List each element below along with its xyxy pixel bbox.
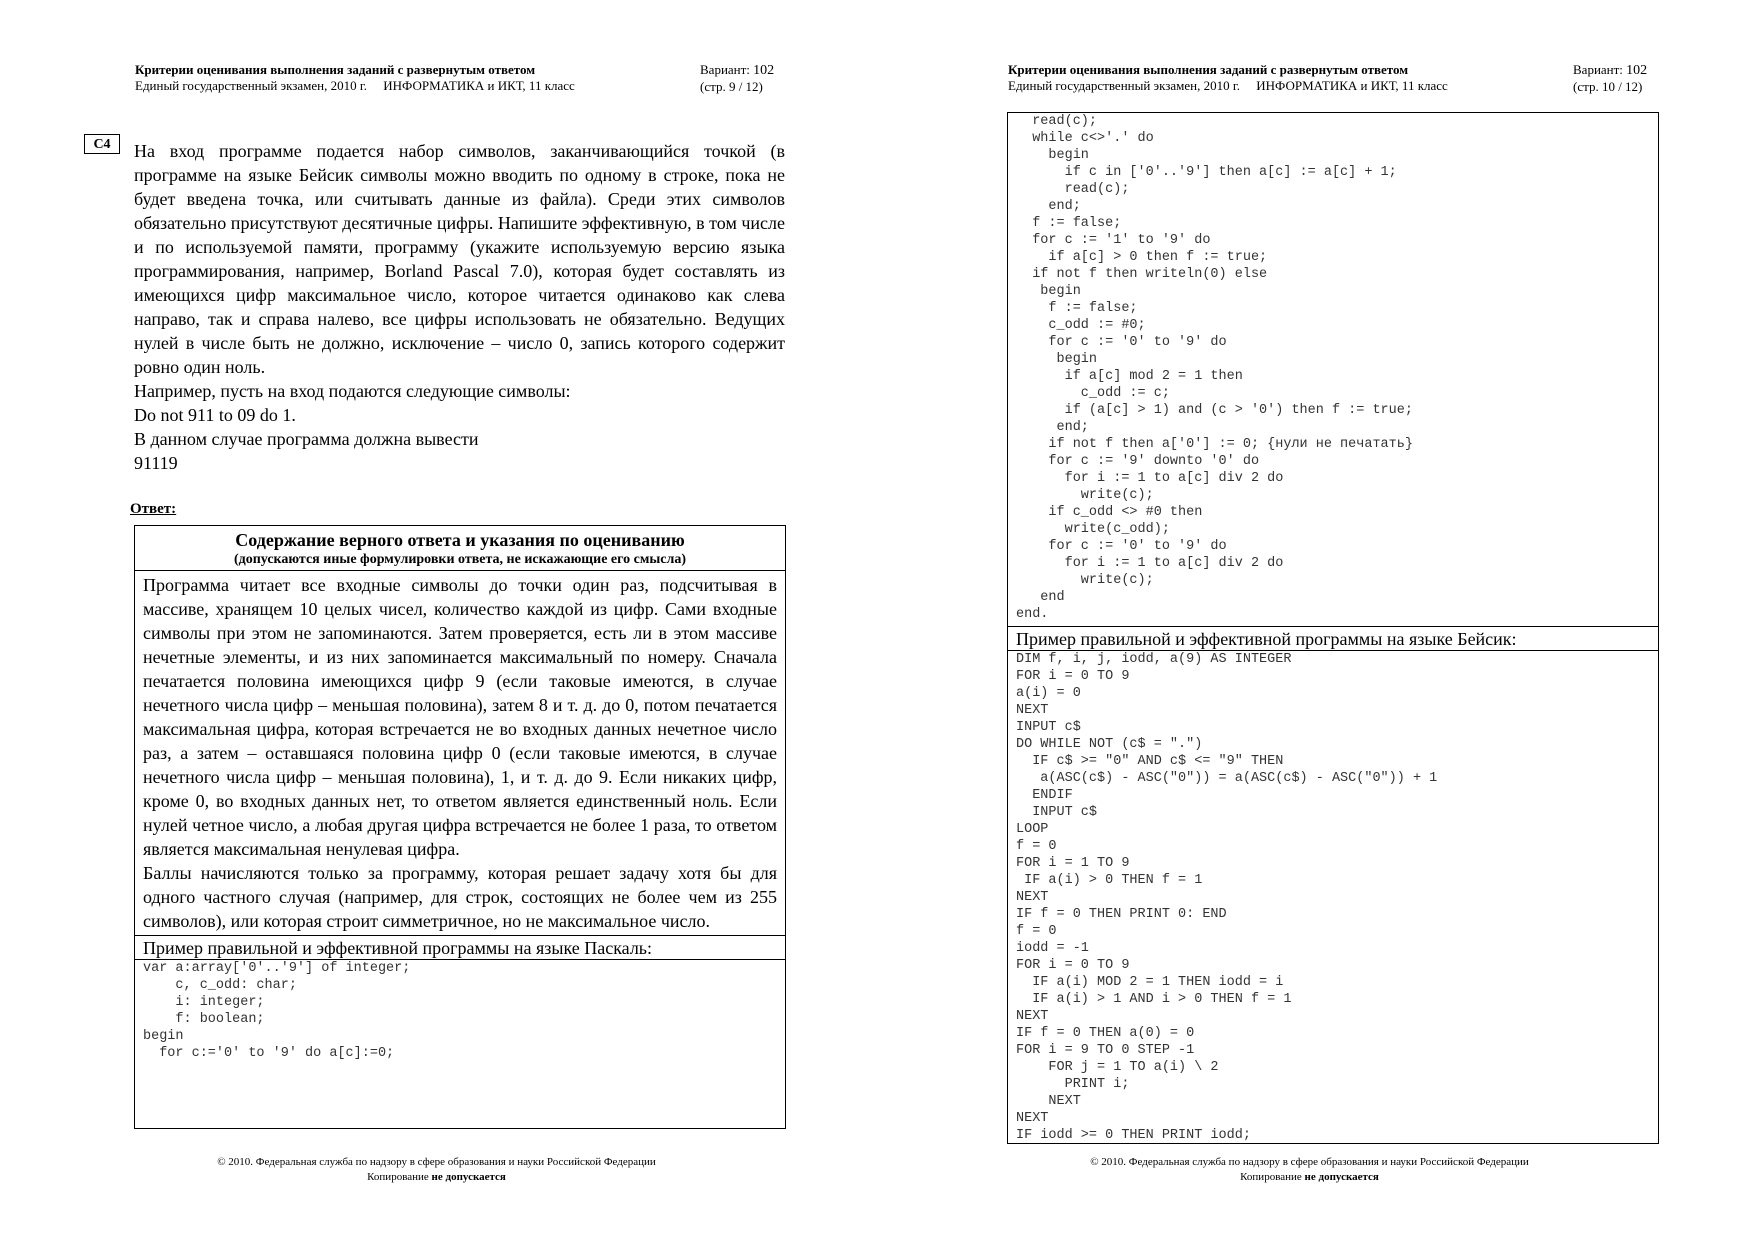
grading-paragraph: Баллы начисляются только за программу, которая решает задачу хотя бы для одного частного случая (например, для строк, состоящих не более чем из 255 символов), или которая строит симметричное, но не максимальное число. [143, 863, 777, 931]
pascal-code-part2: read(c); while c<>'.' do begin if c in ['0'..'9'] then a[c] := a[c] + 1; read(c); end; f := false; for c := '1' to '9' do if a[c] > 0 then f := true; if not f then writeln(0) else begin f := false; c_odd := #0; for c := '0' to '9' do begin if a[c] mod 2 = 1 then c_odd := c; if (a[c] > 1) and (c > '0') then f := true; end; if not f then a['0'] := 0; {нули не печатать} for c := '9' downto '0' do for i := 1 to a[c] div 2 do write(c); if c_odd <> #0 then write(c_odd); for c := '0' to '9' do for i := 1 to a[c] div 2 do write(c); end end. [1016, 114, 1413, 622]
task-paragraph: Например, пусть на вход подаются следующие символы: [134, 381, 571, 401]
page-number: (стр. 9 / 12) [700, 79, 763, 94]
variant-label: Вариант: [700, 62, 750, 77]
answer-label: Ответ: [130, 501, 177, 517]
page-header-left [135, 62, 575, 94]
page-left [0, 0, 873, 1239]
page-number: (стр. 10 / 12) [1573, 79, 1643, 94]
footer-copy-prefix: Копирование [1240, 1171, 1305, 1183]
variant-number: 102 [753, 63, 775, 78]
task-paragraph: В данном случае программа должна вывести [134, 429, 479, 449]
page-header-left [1008, 62, 1448, 94]
variant-number: 102 [1626, 63, 1648, 78]
footer-copyright: © 2010. Федеральная служба по надзору в сфере образования и науки Российской Федерации [1090, 1156, 1529, 1168]
grading-text [135, 571, 785, 936]
header-title: Критерии оценивания выполнения заданий с развернутым ответом [135, 62, 536, 77]
basic-heading: Пример правильной и эффективной программы на языке Бейсик: [1008, 627, 1658, 651]
pascal-code-part1: var a:array['0'..'9'] of integer; c, c_odd: char; i: integer; f: boolean; begin for c:='0' to '9' do a[c]:=0; [143, 961, 411, 1061]
grading-box [134, 525, 786, 1129]
header-title: Критерии оценивания выполнения заданий с развернутым ответом [1008, 62, 1409, 77]
pascal-code-block [1008, 113, 1658, 627]
footer-copy-prefix: Копирование [367, 1171, 432, 1183]
header-exam: Единый государственный экзамен, 2010 г. [135, 78, 367, 93]
header-subject: ИНФОРМАТИКА и ИКТ, 11 класс [383, 78, 575, 93]
pascal-heading: Пример правильной и эффективной программы на языке Паскаль: [135, 936, 785, 960]
code-box [1007, 112, 1659, 1144]
page-footer-right [873, 1155, 1746, 1185]
task-paragraph: На вход программе подается набор символов, заканчивающийся точкой (в программе на языке Бейсик символы можно вводить по одному в строке, пока не будет введена точка, или считывать данные из файла). Среди этих символов обязательно присутствуют десятичные цифры. Напишите эффективную, в том числе и по используемой памяти, программу (укажите используемую версию языка программирования, например, Borland Pascal 7.0), которая будет составлять из имеющихся цифр максимальное число, которое читается одинаково как слева направо, так и справа налево, все цифры использовать не обязательно. Ведущих нулей в числе быть не должно, исключение – число 0, запись которого содержит ровно один ноль. [134, 141, 785, 377]
grading-heading: Содержание верного ответа и указания по оцениванию [235, 530, 685, 550]
basic-code: DIM f, i, j, iodd, a(9) AS INTEGER FOR i = 0 TO 9 a(i) = 0 NEXT INPUT c$ DO WHILE NOT (c$ = ".") IF c$ >= "0" AND c$ <= "9" THEN a(ASC(c$) - ASC("0")) = a(ASC(c$) - ASC("0")) + 1 ENDIF INPUT c$ LOOP f = 0 FOR i = 1 TO 9 IF a(i) > 0 THEN f = 1 NEXT IF f = 0 THEN PRINT 0: END f = 0 iodd = -1 FOR i = 0 TO 9 IF a(i) MOD 2 = 1 THEN iodd = i IF a(i) > 1 AND i > 0 THEN f = 1 NEXT IF f = 0 THEN a(0) = 0 FOR i = 9 TO 0 STEP -1 FOR j = 1 TO a(i) \ 2 PRINT i; NEXT NEXT IF iodd >= 0 THEN PRINT iodd; [1016, 652, 1438, 1143]
page-header-right [700, 62, 774, 95]
grading-subheading: (допускаются иные формулировки ответа, не искажающие его смысла) [233, 552, 687, 567]
header-subject: ИНФОРМАТИКА и ИКТ, 11 класс [1256, 78, 1448, 93]
task-example-output: 91119 [134, 453, 178, 473]
grading-box-header [135, 526, 785, 571]
task-badge: C4 [84, 134, 120, 154]
task-example-input: Do not 911 to 09 do 1. [134, 405, 296, 425]
grading-paragraph: Программа читает все входные символы до точки один раз, подсчитывая в массиве, хранящем 10 целых чисел, количество каждой из цифр. Сами входные символы при этом не запоминаются. Затем проверяется, есть ли в этом массиве нечетные элементы, и из них запоминается максимальный по номеру. Сначала печатается половина имеющихся цифр 9 (если таковые имеются, в случае нечетного числа цифр – меньшая половина), затем 8 и т. д. до 0, потом печатается максимальная цифра, которая встречается не во входных данных нечетное число раз, а затем – оставшаяся половина цифр 0 (если таковые имеются, в случае нечетного числа цифр – меньшая половина), 1, и т. д. до 9. Если никаких цифр, кроме 0, во входных данных нет, то ответом является единственный ноль. Если нулей четное число, а любая другая цифра встречается не более 1 раза, то ответом является максимальная ненулевая цифра. [143, 575, 777, 859]
footer-copy-bold: не допускается [431, 1171, 506, 1183]
task-statement [134, 139, 785, 475]
header-exam: Единый государственный экзамен, 2010 г. [1008, 78, 1240, 93]
footer-copy-bold: не допускается [1304, 1171, 1379, 1183]
footer-copyright: © 2010. Федеральная служба по надзору в сфере образования и науки Российской Федерации [217, 1156, 656, 1168]
page-header-right [1573, 62, 1647, 95]
variant-label: Вариант: [1573, 62, 1623, 77]
page-footer-left [0, 1155, 873, 1185]
